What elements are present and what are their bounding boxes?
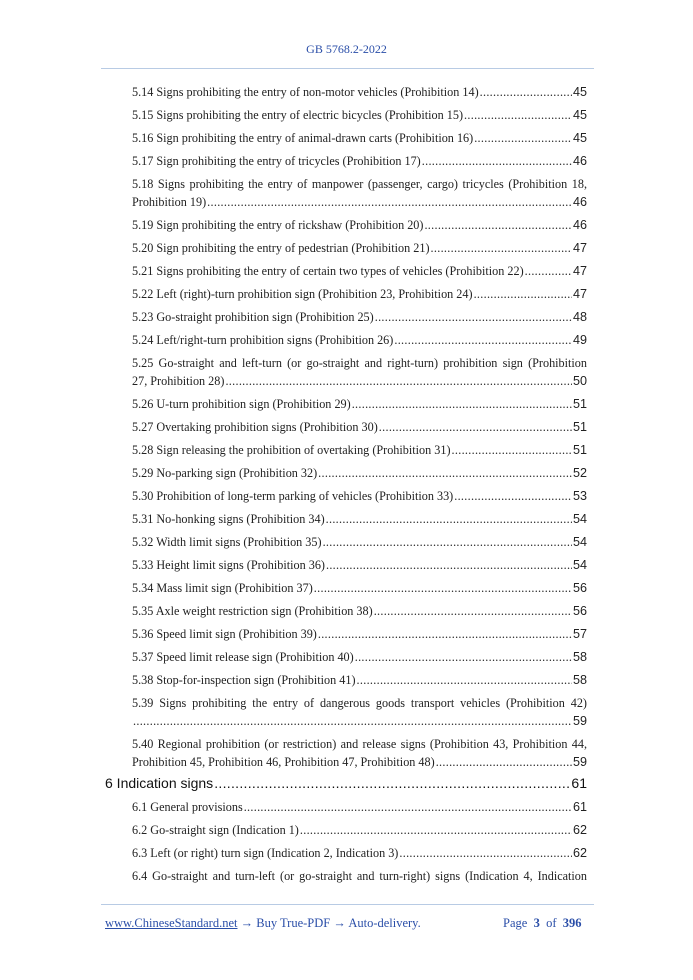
footer-divider xyxy=(101,904,594,905)
toc-entry-title: 5.19 Sign prohibiting the entry of rickshaw (Prohibition 20) xyxy=(132,218,424,232)
toc-chapter-title: 6 Indication signs xyxy=(105,775,214,791)
toc-entry-page: 49 xyxy=(572,333,587,347)
toc-entry-page: 59 xyxy=(572,755,587,769)
toc-entry-page: 46 xyxy=(572,218,587,232)
toc-entry-title: 5.17 Sign prohibiting the entry of tricycles (Prohibition 17) xyxy=(132,154,421,168)
toc-entry-page: 51 xyxy=(572,443,587,457)
buy-pdf-link[interactable]: Buy True-PDF xyxy=(256,916,331,930)
toc-entry[interactable] xyxy=(132,239,587,257)
dot-leader xyxy=(379,418,572,436)
toc-entry-title: Prohibition 19) xyxy=(132,195,207,209)
dot-leader xyxy=(452,441,572,459)
dot-leader xyxy=(326,510,572,528)
toc-entry-title: 6.1 General provisions xyxy=(132,800,243,814)
toc-entry-page: 52 xyxy=(572,466,587,480)
dot-leader xyxy=(214,773,570,793)
toc-entry-title: 5.36 Speed limit sign (Prohibition 39) xyxy=(132,627,317,641)
toc-entry-title: 5.30 Prohibition of long-term parking of vehicles (Prohibition 33) xyxy=(132,489,454,503)
toc-entry[interactable] xyxy=(132,106,587,124)
toc-entry-page: 57 xyxy=(572,627,587,641)
toc-entry-title: 5.14 Signs prohibiting the entry of non-motor vehicles (Prohibition 14) xyxy=(132,85,479,99)
toc-entry-title: 5.24 Left/right-turn prohibition signs (Prohibition 26) xyxy=(132,333,394,347)
toc-entry-page: 54 xyxy=(572,535,587,549)
toc-chapter[interactable] xyxy=(105,773,587,793)
toc-entry-title: 5.32 Width limit signs (Prohibition 35) xyxy=(132,535,322,549)
toc-entry[interactable] xyxy=(132,331,587,349)
toc-entry-title-line1: 6.4 Go-straight and turn-left (or go-straight and turn-right) signs (Indication 4, Indication xyxy=(132,869,587,883)
arrow-right-icon: → xyxy=(333,916,346,930)
footer-promo xyxy=(105,916,421,931)
dot-leader xyxy=(480,83,572,101)
toc-entry-page: 45 xyxy=(572,85,587,99)
arrow-right-icon: → xyxy=(240,916,254,930)
dot-leader xyxy=(355,648,572,666)
toc-entry-title: 5.38 Stop-for-inspection sign (Prohibition 41) xyxy=(132,673,356,687)
toc-entry[interactable] xyxy=(132,441,587,459)
dot-leader xyxy=(436,753,572,771)
page-number xyxy=(503,916,581,931)
toc-entry-title: 5.22 Left (right)-turn prohibition sign (Prohibition 23, Prohibition 24) xyxy=(132,287,473,301)
page-current: 3 xyxy=(533,916,540,930)
auto-delivery-text: Auto-delivery. xyxy=(348,916,421,930)
toc-entry[interactable] xyxy=(132,844,587,862)
dot-leader xyxy=(352,395,572,413)
toc-entry-page: 45 xyxy=(572,108,587,122)
toc-entry-page: 58 xyxy=(572,673,587,687)
toc-entry-title: 6.3 Left (or right) turn sign (Indication 2, Indication 3) xyxy=(132,846,399,860)
page-total: 396 xyxy=(562,916,582,930)
toc-entry-title-line1: 5.25 Go-straight and left-turn (or go-straight and right-turn) prohibition sign (Prohibition xyxy=(132,356,587,370)
toc-entry[interactable] xyxy=(132,798,587,816)
toc-entry[interactable] xyxy=(132,308,587,326)
dot-leader xyxy=(424,216,572,234)
toc-entry-title: 27, Prohibition 28) xyxy=(132,374,225,388)
dot-leader xyxy=(474,129,572,147)
toc-entry-page: 56 xyxy=(572,581,587,595)
toc-entry[interactable] xyxy=(132,625,587,643)
toc-entry-title: 5.34 Mass limit sign (Prohibition 37) xyxy=(132,581,313,595)
toc-entry-title-line1: 5.18 Signs prohibiting the entry of manpower (passenger, cargo) tricycles (Prohibition 18, xyxy=(132,177,587,191)
toc-entry[interactable] xyxy=(132,533,587,551)
toc-entry[interactable] xyxy=(132,464,587,482)
toc-entry-title: 5.37 Speed limit release sign (Prohibition 40) xyxy=(132,650,354,664)
toc-entry-title: 5.21 Signs prohibiting the entry of certain two types of vehicles (Prohibition 22) xyxy=(132,264,524,278)
page-of-label: of xyxy=(546,916,557,930)
toc-entry-title-line1: 5.40 Regional prohibition (or restriction) and release signs (Prohibition 43, Prohibition 44, xyxy=(132,737,587,751)
toc-entry[interactable] xyxy=(132,418,587,436)
website-link[interactable]: www.ChineseStandard.net xyxy=(105,916,238,930)
toc-entry-title: 5.26 U-turn prohibition sign (Prohibition 29) xyxy=(132,397,351,411)
toc-entry[interactable] xyxy=(132,395,587,413)
toc-entry-page: 47 xyxy=(572,241,587,255)
dot-leader xyxy=(323,533,572,551)
toc-entry-title: 5.20 Sign prohibiting the entry of pedestrian (Prohibition 21) xyxy=(132,241,430,255)
toc-entry-title: 5.28 Sign releasing the prohibition of overtaking (Prohibition 31) xyxy=(132,443,451,457)
toc-entry[interactable] xyxy=(132,579,587,597)
toc-entry-title: 5.29 No-parking sign (Prohibition 32) xyxy=(132,466,318,480)
toc-entry-page: 53 xyxy=(572,489,587,503)
toc-entry-page: 54 xyxy=(572,512,587,526)
dot-leader xyxy=(357,671,572,689)
dot-leader xyxy=(375,308,572,326)
toc-entry-page: 48 xyxy=(572,310,587,324)
toc-entry-title: 5.23 Go-straight prohibition sign (Prohibition 25) xyxy=(132,310,374,324)
dot-leader xyxy=(318,464,572,482)
dot-leader xyxy=(464,106,572,124)
toc-entry-title: 6.2 Go-straight sign (Indication 1) xyxy=(132,823,299,837)
toc-entry-page: 54 xyxy=(572,558,587,572)
toc-entry[interactable] xyxy=(132,556,587,574)
dot-leader xyxy=(474,285,572,303)
document-header: GB 5768.2-2022 xyxy=(306,42,387,56)
toc-entry-page: 61 xyxy=(572,800,587,814)
toc-entry-page: 47 xyxy=(572,264,587,278)
header-divider xyxy=(101,68,594,69)
toc-entry[interactable] xyxy=(132,354,587,390)
toc-entry[interactable] xyxy=(132,648,587,666)
dot-leader xyxy=(399,844,572,862)
toc-entry-page: 50 xyxy=(572,374,587,388)
toc-entry-title: 5.15 Signs prohibiting the entry of electric bicycles (Prohibition 15) xyxy=(132,108,464,122)
toc-entry-page: 51 xyxy=(572,420,587,434)
dot-leader xyxy=(422,152,572,170)
dot-leader xyxy=(300,821,572,839)
dot-leader xyxy=(525,262,572,280)
toc-entry-page: 56 xyxy=(572,604,587,618)
dot-leader xyxy=(133,712,572,730)
toc-entry[interactable] xyxy=(132,152,587,170)
toc-entry-page: 46 xyxy=(572,154,587,168)
toc-entry[interactable] xyxy=(132,129,587,147)
dot-leader xyxy=(207,193,572,211)
toc-entry-page: 59 xyxy=(572,714,587,728)
dot-leader xyxy=(314,579,572,597)
toc-entry[interactable] xyxy=(132,216,587,234)
toc-entry-page: 46 xyxy=(572,195,587,209)
toc-entry[interactable] xyxy=(132,694,587,730)
toc-entry-title: 5.16 Sign prohibiting the entry of animal-drawn carts (Prohibition 16) xyxy=(132,131,474,145)
toc-entry-title: Prohibition 45, Prohibition 46, Prohibition 47, Prohibition 48) xyxy=(132,755,435,769)
toc-entry-page: 47 xyxy=(572,287,587,301)
toc-entry[interactable] xyxy=(132,285,587,303)
toc-entry[interactable] xyxy=(132,262,587,280)
dot-leader xyxy=(244,798,572,816)
toc-entry-page: 62 xyxy=(572,846,587,860)
toc-entry[interactable] xyxy=(132,735,587,771)
toc-entry-page: 62 xyxy=(572,823,587,837)
dot-leader xyxy=(394,331,572,349)
dot-leader xyxy=(225,372,572,390)
toc-entry-page: 45 xyxy=(572,131,587,145)
toc-entry-title: 5.33 Height limit signs (Prohibition 36) xyxy=(132,558,325,572)
toc-entry[interactable] xyxy=(132,83,587,101)
toc-entry[interactable] xyxy=(132,602,587,620)
toc-entry-title: 5.35 Axle weight restriction sign (Prohibition 38) xyxy=(132,604,373,618)
toc-entry-page: 51 xyxy=(572,397,587,411)
dot-leader xyxy=(326,556,572,574)
toc-entry[interactable] xyxy=(132,671,587,689)
toc-entry-title: 5.31 No-honking signs (Prohibition 34) xyxy=(132,512,325,526)
toc-entry-title: 5.27 Overtaking prohibition signs (Prohibition 30) xyxy=(132,420,378,434)
dot-leader xyxy=(431,239,572,257)
toc-entry-page: 58 xyxy=(572,650,587,664)
page-label: Page xyxy=(503,916,528,930)
dot-leader xyxy=(318,625,572,643)
toc-entry[interactable] xyxy=(132,510,587,528)
dot-leader xyxy=(454,487,572,505)
toc-entry[interactable] xyxy=(132,867,587,885)
toc-entry[interactable] xyxy=(132,821,587,839)
dot-leader xyxy=(374,602,572,620)
toc-entry[interactable] xyxy=(132,487,587,505)
toc-chapter-page: 61 xyxy=(571,775,587,791)
toc-entry-title-line1: 5.39 Signs prohibiting the entry of dangerous goods transport vehicles (Prohibition 42) xyxy=(132,696,587,710)
toc-entry[interactable] xyxy=(132,175,587,211)
